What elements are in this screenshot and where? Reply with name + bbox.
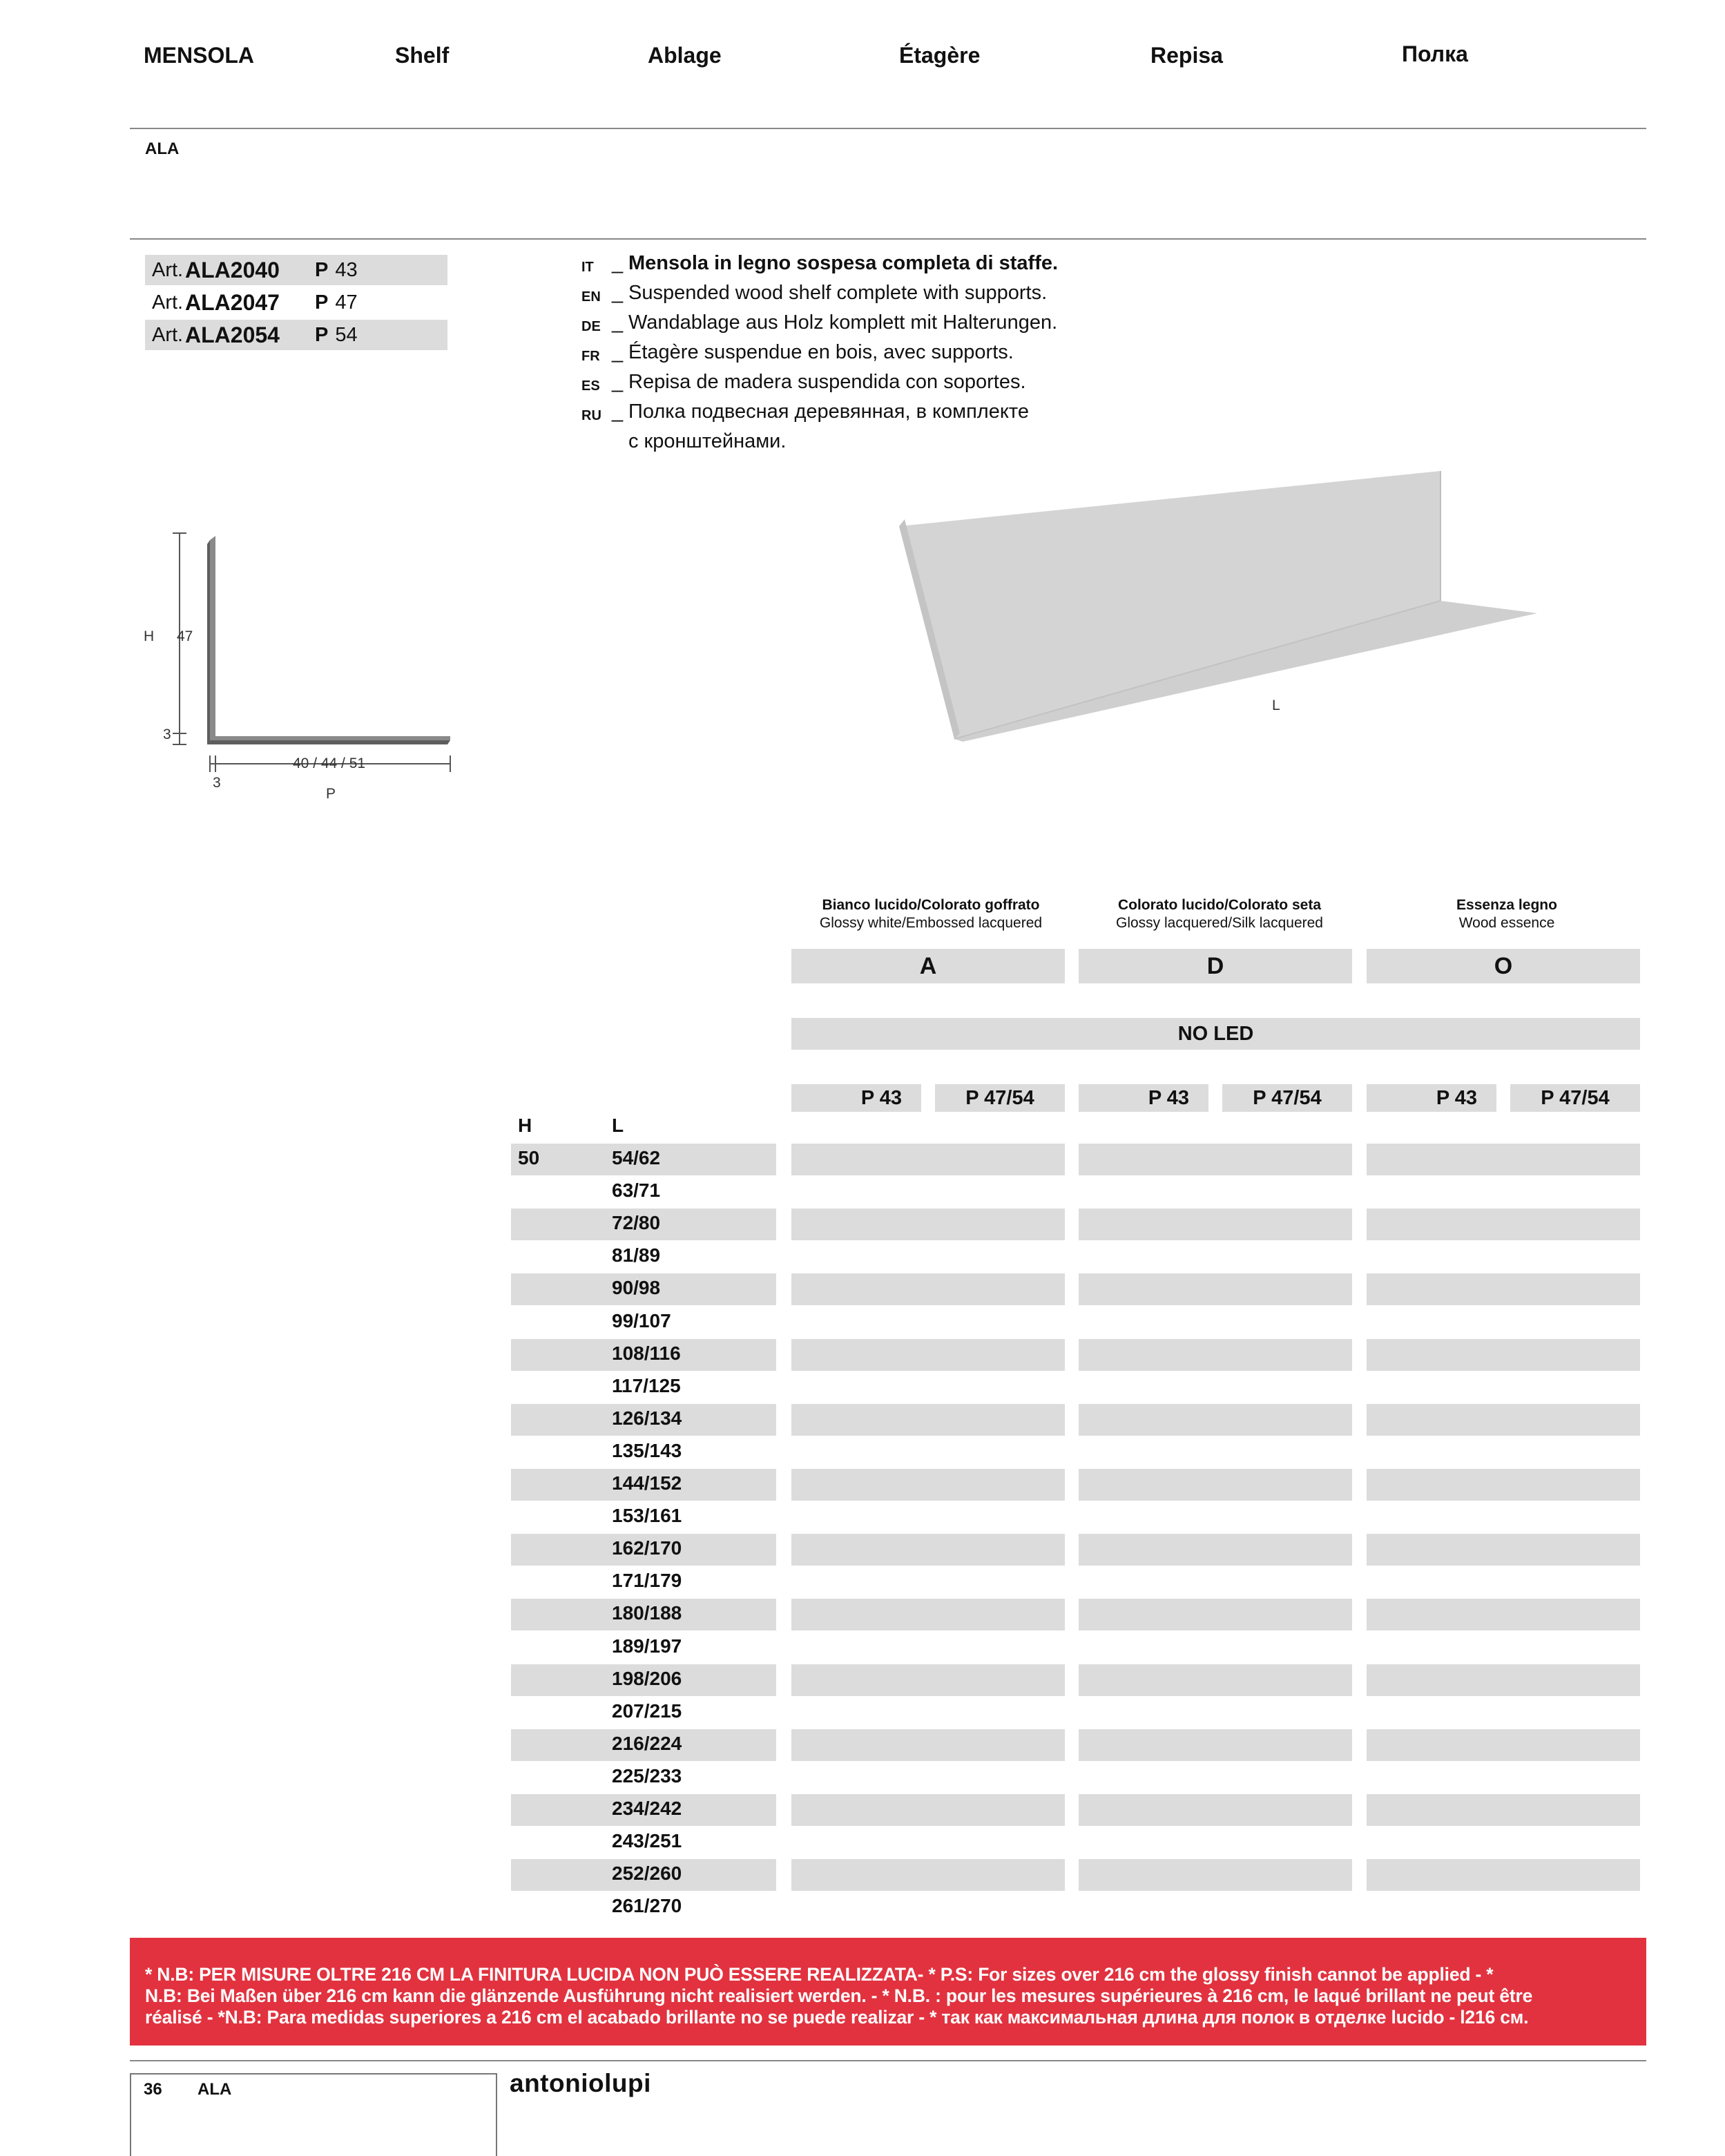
depth-column-header: P 43 <box>791 1084 921 1112</box>
thickness-v-label: 3 <box>163 726 171 742</box>
table-row-bar <box>1079 1729 1352 1761</box>
notice-line: * N.B: PER MISURE OLTRE 216 CM LA FINITURA LUCIDA NON PUÒ ESSERE REALIZZATA- * P.S: For sizes over 216 cm the glossy finish cannot be applied - * <box>145 1964 1494 1985</box>
depth-column-header: P 43 <box>1079 1084 1208 1112</box>
article-p-label: P <box>315 291 329 314</box>
table-row-bar <box>791 1794 1065 1826</box>
article-prefix: Art. <box>152 323 184 346</box>
desc-text: Wandablage aus Holz komplett mit Halterungen. <box>628 311 1058 334</box>
lang-code: RU <box>581 408 601 423</box>
h-value: 47 <box>177 628 193 644</box>
finish-title: Bianco lucido/Colorato goffrato <box>822 897 1040 913</box>
table-row-l-value: 252/260 <box>612 1863 682 1884</box>
desc-text: Полка подвесная деревянная, в комплекте <box>628 401 1029 423</box>
article-code: ALA2054 <box>185 322 280 347</box>
article-row <box>145 287 447 318</box>
table-row-bar <box>791 1469 1065 1501</box>
table-row-l-value: 198/206 <box>612 1668 682 1689</box>
l-column-header: L <box>612 1115 624 1136</box>
table-row-l-value: 189/197 <box>612 1635 682 1657</box>
footer-rule <box>130 2060 1646 2061</box>
footer-section: ALA <box>197 2080 232 2099</box>
header-word-de: Ablage <box>648 43 722 68</box>
table-row-bar <box>1367 1599 1640 1630</box>
depth-column-header: P 47/54 <box>935 1084 1065 1112</box>
profile-drawing <box>138 525 463 815</box>
article-code: ALA2047 <box>185 289 280 315</box>
table-row-l-value: 72/80 <box>612 1212 661 1233</box>
table-row-bar <box>791 1339 1065 1371</box>
table-row-l-value: 216/224 <box>612 1733 682 1754</box>
desc-text: Étagère suspendue en bois, avec supports. <box>628 341 1014 363</box>
table-row-l-value: 108/116 <box>612 1342 681 1364</box>
table-row-l-value: 153/161 <box>612 1505 682 1526</box>
h-value: 50 <box>518 1147 540 1168</box>
table-row-bar <box>791 1144 1065 1175</box>
table-row-l-value: 162/170 <box>612 1537 682 1559</box>
table-row-bar <box>1367 1209 1640 1240</box>
table-row-bar <box>1367 1469 1640 1501</box>
lang-code: EN <box>581 289 601 305</box>
lang-code: DE <box>581 319 601 334</box>
table-row-l-value: 126/134 <box>612 1407 682 1429</box>
desc-dash: _ <box>612 341 624 363</box>
description-line-es <box>581 369 1058 399</box>
article-prefix: Art. <box>152 291 184 314</box>
table-row-bar <box>1367 1339 1640 1371</box>
table-row-bar <box>1079 1273 1352 1305</box>
table-row-bar <box>1079 1534 1352 1566</box>
article-p-value: 47 <box>335 291 358 314</box>
depth-column-header: P 47/54 <box>1222 1084 1352 1112</box>
table-row-bar <box>1079 1794 1352 1826</box>
article-p-value: 54 <box>335 323 358 346</box>
article-row <box>145 255 447 285</box>
table-row-bar <box>1079 1404 1352 1436</box>
table-row-bar <box>1079 1664 1352 1696</box>
description-line-fr <box>581 340 1058 369</box>
table-row-l-value: 207/215 <box>612 1700 682 1722</box>
finish-title: Essenza legno <box>1456 897 1557 913</box>
table-row-l-value: 171/179 <box>612 1570 682 1591</box>
shelf-render <box>891 463 1554 753</box>
table-row-bar <box>791 1273 1065 1305</box>
header-word-it: MENSOLA <box>144 43 254 68</box>
table-row-bar <box>791 1209 1065 1240</box>
table-row-bar <box>791 1664 1065 1696</box>
article-p-value: 43 <box>335 258 358 281</box>
table-row-bar <box>1367 1273 1640 1305</box>
table-row-l-value: 81/89 <box>612 1244 661 1266</box>
finish-subtitle: Wood essence <box>1458 915 1555 931</box>
table-row-l-value: 90/98 <box>612 1277 661 1298</box>
article-row <box>145 320 447 350</box>
header-rule <box>130 128 1646 129</box>
desc-dash: _ <box>612 311 624 334</box>
notice-line: réalisé - *N.B: Para medidas superiores a 216 cm el acabado brillante no se puede realizar - * так как максимальная длина для полок в отделке lucido - l216 см. <box>145 2007 1529 2028</box>
table-row-bar <box>1367 1729 1640 1761</box>
description-line-it <box>581 251 1058 280</box>
h-label: H <box>144 628 155 644</box>
table-row-bar <box>1367 1859 1640 1891</box>
header-word-ru: Полка <box>1402 41 1468 66</box>
description-line-de <box>581 310 1058 340</box>
table-row-l-value: 144/152 <box>612 1472 682 1494</box>
table-row-l-value: 234/242 <box>612 1798 682 1819</box>
table-row-l-value: 225/233 <box>612 1765 682 1787</box>
desc-text: Suspended wood shelf complete with supports. <box>628 282 1048 304</box>
desc-dash: _ <box>612 252 624 274</box>
table-row-l-value: 243/251 <box>612 1830 682 1851</box>
table-row-bar <box>1079 1144 1352 1175</box>
finish-code-d: D <box>1079 949 1352 983</box>
desc-dash: _ <box>612 282 624 304</box>
table-row-bar <box>1079 1339 1352 1371</box>
notice-line: N.B: Bei Maßen über 216 cm kann die glänzende Ausführung nicht realisiert werden. - * N.B. : pour les mesures supérieures à 216 cm, le laqué brillant ne peut être <box>145 1985 1533 2006</box>
table-row-bar <box>1079 1469 1352 1501</box>
description-ru-continuation: с кронштейнами. <box>628 430 787 452</box>
profile-shape <box>207 536 450 744</box>
table-row-bar <box>1367 1794 1640 1826</box>
table-row-bar <box>791 1404 1065 1436</box>
desc-text: Mensola in legno sospesa completa di staffe. <box>628 252 1059 274</box>
depth-column-header: P 43 <box>1367 1084 1496 1112</box>
table-row-bar <box>1079 1209 1352 1240</box>
finish-title-a <box>793 896 1069 932</box>
footer-box <box>130 2073 497 2156</box>
table-row-l-value: 261/270 <box>612 1895 682 1916</box>
thickness-h-label: 3 <box>213 775 221 791</box>
table-row-l-value: 54/62 <box>612 1147 661 1168</box>
brand-logo: antoniolupi <box>510 2069 651 2097</box>
p-label: P <box>326 786 336 802</box>
section-code: ALA <box>145 139 180 158</box>
table-row-bar <box>791 1534 1065 1566</box>
finish-title: Colorato lucido/Colorato seta <box>1117 897 1322 913</box>
table-row-l-value: 99/107 <box>612 1310 671 1331</box>
lang-code: FR <box>581 349 600 364</box>
table-row-l-value: 135/143 <box>612 1440 682 1461</box>
table-row-bar <box>1079 1859 1352 1891</box>
header-word-es: Repisa <box>1150 43 1223 68</box>
article-code: ALA2040 <box>185 257 280 282</box>
notice-banner <box>130 1938 1646 2046</box>
depths-label: 40 / 44 / 51 <box>293 755 366 771</box>
section-rule <box>130 238 1646 240</box>
article-p-label: P <box>315 258 329 281</box>
finish-code-a: A <box>791 949 1065 983</box>
header-word-en: Shelf <box>395 43 450 68</box>
lang-code: ES <box>581 378 600 394</box>
table-row-bar <box>1079 1599 1352 1630</box>
finish-subtitle: Glossy lacquered/Silk lacquered <box>1116 915 1323 931</box>
table-row-bar <box>791 1729 1065 1761</box>
table-row-bar <box>1367 1144 1640 1175</box>
depth-column-header: P 47/54 <box>1510 1084 1640 1112</box>
table-row-bar <box>1367 1664 1640 1696</box>
table-row-l-value: 117/125 <box>612 1375 681 1396</box>
finish-code-o: O <box>1367 949 1640 983</box>
finish-title-d <box>1081 896 1358 932</box>
h-column-header: H <box>518 1115 532 1136</box>
no-led-bar: NO LED <box>791 1018 1640 1050</box>
table-row-bar <box>1367 1534 1640 1566</box>
header-word-fr: Étagère <box>899 43 981 68</box>
description-line-ru <box>581 399 1058 429</box>
l-label: L <box>1272 697 1280 713</box>
finish-title-o <box>1369 896 1645 932</box>
finish-subtitle: Glossy white/Embossed lacquered <box>819 915 1043 931</box>
description <box>581 251 1058 454</box>
table-row-bar <box>791 1859 1065 1891</box>
table-row-l-value: 180/188 <box>612 1602 682 1624</box>
desc-text: Repisa de madera suspendida con soportes. <box>628 371 1026 393</box>
table-row-bar <box>1367 1404 1640 1436</box>
table-row-l-value: 63/71 <box>612 1180 661 1201</box>
table-row-bar <box>791 1599 1065 1630</box>
description-line-en <box>581 280 1058 310</box>
page-number: 36 <box>144 2080 162 2099</box>
article-prefix: Art. <box>152 258 184 281</box>
shelf-back-panel <box>899 471 1440 739</box>
desc-dash: _ <box>612 401 624 423</box>
lang-code: IT <box>581 260 594 275</box>
article-p-label: P <box>315 323 329 346</box>
desc-dash: _ <box>612 371 624 393</box>
